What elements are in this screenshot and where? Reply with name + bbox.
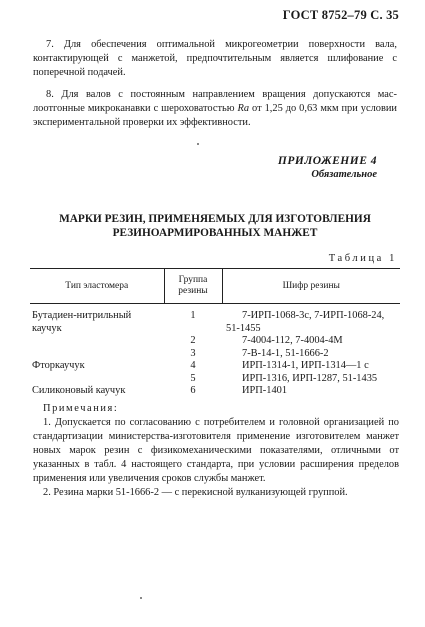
cell-elastomer: Бутадиен-нитрильный каучук [32,310,132,334]
item-8-text-start: 8. Для валов с постоянным направлением вращения допускаются маслоотгонные микроканавки с шероховатостью [33,89,397,114]
header-code: Шифр резины [222,269,400,304]
table-row [30,304,400,336]
cell-elastomer [30,373,164,386]
cell-code: ИРП-1314-1, ИРП-1314—1 с [242,360,369,371]
paragraph-item-8 [33,88,397,130]
page-header: ГОСТ 8752–79 С. 35 [282,8,399,22]
title-line-1: МАРКИ РЕЗИН, ПРИМЕНЯЕМЫХ ДЛЯ ИЗГОТОВЛЕНИЯ [59,213,371,225]
notes-section [33,402,399,500]
cell-group: 5 [190,372,196,384]
section-title [30,212,400,240]
note-2: 2. Резина марки 51-1666-2 — с перекисной вулканизующей группой. [43,487,348,498]
cell-elastomer [30,335,164,348]
cell-elastomer: Силиконовый каучук [32,385,126,396]
header-group: Группа резины [164,269,222,304]
appendix-heading [278,155,377,180]
cell-code: 7-ИРП-1068-3с, 7-ИРП-1068-24, 51-1455 [226,310,385,334]
note-1: 1. Допускается по согласованию с потребителем и головной организацией по стандартизации министерства-изготовителя применение изготовителем манжет новых марок резин с физикомеханическими показателями, отличными от указанных в табл. 4 настоящего стандарта, при условии расширения пределов применения или увеличения сроков службы манжет. [33,417,399,484]
table-row [30,373,400,386]
table-row [30,335,400,348]
title-line-2: РЕЗИНОАРМИРОВАННЫХ МАНЖЕТ [112,227,318,239]
notes-heading: Примечания: [43,403,119,414]
scan-speck [140,597,142,599]
cell-code: ИРП-1316, ИРП-1287, 51-1435 [242,372,378,384]
cell-group: 3 [190,347,196,359]
cell-group: 1 [190,310,196,321]
cell-code: ИРП-1401 [242,385,288,396]
item-7-text: 7. Для обеспечения оптимальной микрогеометрии поверхности вала, контактирующей с манжетой, предпочтительным является шлифование с поперечной подачей. [33,39,397,78]
header-elastomer: Тип эластомера [30,269,164,304]
table-row [30,385,400,398]
appendix-status: Обязательное [311,169,377,180]
cell-elastomer [30,348,164,361]
table-label: Таблица 1 [328,253,397,264]
cell-code: 7-4004-112, 7-4004-4М [242,335,343,346]
scan-speck [197,143,199,145]
cell-elastomer: Фторкаучук [32,360,85,371]
table-row [30,360,400,373]
item-8-text-end: от 1,25 до 0,63 мкм при условии экспериментальной проверки их эффективности. [33,103,397,128]
cell-group: 4 [190,360,196,371]
table-row [30,348,400,361]
cell-group: 2 [190,335,196,346]
roughness-symbol: Ra [237,103,250,114]
cell-code: 7-В-14-1, 51-1666-2 [242,347,329,359]
rubber-grades-table [30,268,400,398]
paragraph-item-7 [33,38,397,80]
cell-group: 6 [190,385,196,396]
table-header-row [30,269,400,304]
appendix-label: ПРИЛОЖЕНИЕ 4 [277,155,377,167]
